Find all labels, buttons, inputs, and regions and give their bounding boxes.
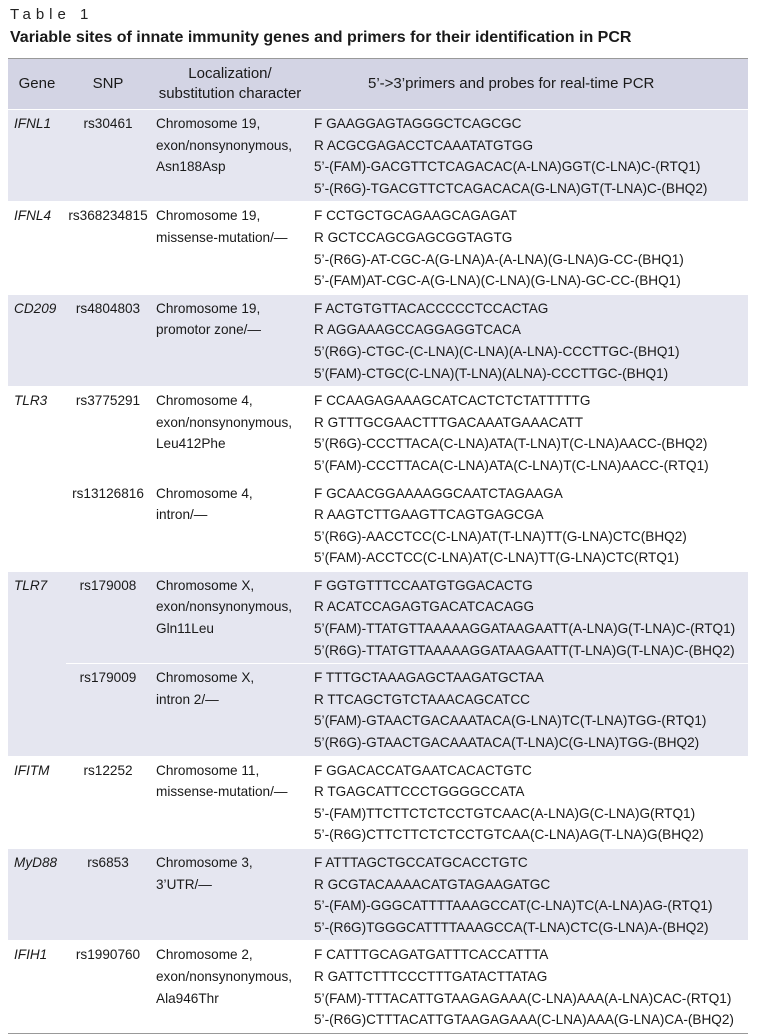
- primers-cell: [310, 479, 748, 571]
- localization-line: Chromosome 3,: [156, 855, 253, 870]
- localization-line: Chromosome 19,: [156, 116, 261, 131]
- primer-line: R TGAGCATTCCCTGGGGCCATA: [314, 784, 525, 800]
- snp-cell: rs6853: [66, 849, 150, 941]
- primers-cell: [310, 664, 748, 756]
- localization-cell: [150, 387, 310, 479]
- gene-cell: TLR7: [8, 571, 66, 756]
- localization-line: Chromosome 4,: [156, 485, 253, 501]
- table-row: [8, 664, 748, 756]
- snp-cell: rs12252: [66, 756, 150, 848]
- localization-line: exon/nonsynonymous,: [156, 968, 293, 984]
- localization-line: Asn188Asp: [156, 159, 226, 175]
- snp-cell: rs1990760: [66, 941, 150, 1033]
- snp-cell: rs179008: [66, 571, 150, 663]
- gene-cell: IFNL4: [8, 202, 66, 294]
- header-primers: 5’->3’primers and probes for real-time PCR: [310, 59, 748, 110]
- primer-line: R GCGTACAAAACATGTAGAAGATGC: [314, 876, 551, 892]
- localization-line: Chromosome 19,: [156, 208, 261, 224]
- table-row: [8, 849, 748, 941]
- localization-line: Chromosome X,: [156, 577, 255, 593]
- primer-line: F CCTGCTGCAGAAGCAGAGAT: [314, 208, 517, 224]
- primer-line: 5’(FAM)-TTTACATTGTAAGAGAAA(C-LNA)AAA(A-LNA)CAC-(RTQ1): [314, 990, 732, 1006]
- primer-line: F GGTGTTTCCAATGTGGACACTG: [314, 577, 533, 593]
- primers-cell: [310, 849, 748, 941]
- primer-line: F GCAACGGAAAAGGCAATCTAGAAGA: [314, 485, 563, 501]
- table-container: [8, 58, 748, 1034]
- primer-line: F ATTTAGCTGCCATGCACCTGTC: [314, 855, 528, 870]
- table-row: [8, 110, 748, 202]
- primer-line: 5’(FAM)-TTATGTTAAAAAGGATAAGAATT(A-LNA)G(T-LNA)C-(RTQ1): [314, 621, 736, 637]
- primer-line: 5’(R6G)-GTAACTGACAAATACA(T-LNA)C(G-LNA)TGG-(BHQ2): [314, 735, 700, 751]
- localization-line: Gln11Leu: [156, 621, 214, 637]
- primers-cell: [310, 294, 748, 386]
- localization-cell: [150, 756, 310, 848]
- primer-line: R ACGCGAGACCTCAAATATGTGG: [314, 137, 534, 153]
- localization-line: exon/nonsynonymous,: [156, 599, 293, 615]
- localization-cell: [150, 110, 310, 202]
- primer-line: R AGGAAAGCCAGGAGGTCACA: [314, 322, 521, 338]
- primer-line: 5’(R6G)-CTGC-(C-LNA)(C-LNA)(A-LNA)-CCCTTGC-(BHQ1): [314, 343, 680, 359]
- table-label: Table 1: [10, 6, 94, 23]
- localization-line: intron 2/—: [156, 691, 219, 707]
- header-gene: Gene: [8, 59, 66, 110]
- localization-line: Chromosome 11,: [156, 762, 260, 778]
- localization-line: Leu412Phe: [156, 436, 226, 452]
- primers-cell: [310, 110, 748, 202]
- gene-cell: IFNL1: [8, 110, 66, 202]
- localization-cell: [150, 571, 310, 663]
- localization-cell: [150, 294, 310, 386]
- primer-line: 5’(R6G)-CCCTTACA(C-LNA)ATA(T-LNA)T(C-LNA)AACC-(BHQ2): [314, 436, 708, 452]
- localization-line: Chromosome 2,: [156, 947, 253, 963]
- primer-line: 5’(FAM)-CTGC(C-LNA)(T-LNA)(ALNA)-CCCTTGC-(BHQ1): [314, 365, 669, 381]
- primer-line: 5’(R6G)-TTATGTTAAAAAGGATAAGAATT(T-LNA)G(T-LNA)C-(BHQ2): [314, 642, 735, 658]
- localization-cell: [150, 202, 310, 294]
- primer-line: 5’-(R6G)TGGGCATTTTAAAGCCA(T-LNA)CTC(G-LNA)A-(BHQ2): [314, 919, 709, 935]
- localization-line: Chromosome 4,: [156, 393, 253, 409]
- primer-line: R GATTCTTTCCCTTTGATACTTATAG: [314, 968, 548, 984]
- header-localization-line2: substitution character: [158, 85, 302, 102]
- primer-line: R GCTCCAGCGAGCGGTAGTG: [314, 229, 513, 245]
- primers-cell: [310, 387, 748, 479]
- localization-line: exon/nonsynonymous,: [156, 137, 293, 153]
- primer-line: 5’-(R6G)CTTTACATTGTAAGAGAAA(C-LNA)AAA(G-LNA)CA-(BHQ2): [314, 1012, 734, 1028]
- localization-line: intron/—: [156, 507, 208, 523]
- gene-cell: TLR3: [8, 387, 66, 572]
- localization-cell: [150, 479, 310, 571]
- primers-table: [8, 59, 748, 1033]
- primer-line: F TTTGCTAAAGAGCTAAGATGCTAA: [314, 670, 544, 686]
- table-row: [8, 941, 748, 1033]
- gene-cell: MyD88: [8, 849, 66, 941]
- primer-line: R GTTTGCGAACTTTGACAAATGAAACATT: [314, 414, 584, 430]
- primers-cell: [310, 941, 748, 1033]
- table-row: [8, 571, 748, 663]
- snp-cell: rs13126816: [66, 479, 150, 571]
- localization-line: Chromosome 19,: [156, 300, 261, 316]
- primer-line: F GGACACCATGAATCACACTGTC: [314, 762, 532, 778]
- primers-cell: [310, 756, 748, 848]
- primer-line: 5’-(FAM)AT-CGC-A(G-LNA)(C-LNA)(G-LNA)-GC-CC-(BHQ1): [314, 273, 681, 289]
- table-row: [8, 756, 748, 848]
- primer-line: 5’(FAM)-ACCTCC(C-LNA)AT(C-LNA)TT(G-LNA)CTC(RTQ1): [314, 550, 679, 566]
- primer-line: 5’-(R6G)-AT-CGC-A(G-LNA)A-(A-LNA)(G-LNA)G-CC-(BHQ1): [314, 251, 684, 267]
- table-row: [8, 202, 748, 294]
- primer-line: 5’-(R6G)-TGACGTTCTCAGACACA(G-LNA)GT(T-LNA)C-(BHQ2): [314, 180, 708, 196]
- primer-line: 5’(FAM)-CCCTTACA(C-LNA)ATA(C-LNA)T(C-LNA)AACC-(RTQ1): [314, 457, 709, 473]
- localization-line: missense-mutation/—: [156, 784, 288, 800]
- gene-cell: IFIH1: [8, 941, 66, 1033]
- snp-cell: rs4804803: [66, 294, 150, 386]
- snp-cell: rs368234815: [66, 202, 150, 294]
- localization-line: Chromosome X,: [156, 670, 255, 686]
- localization-line: missense-mutation/—: [156, 229, 288, 245]
- snp-cell: rs3775291: [66, 387, 150, 479]
- snp-cell: rs30461: [66, 110, 150, 202]
- primer-line: 5’(R6G)-AACCTCC(C-LNA)AT(T-LNA)TT(G-LNA)CTC(BHQ2): [314, 528, 687, 544]
- table-header-row: [8, 59, 748, 110]
- primer-line: 5’-(FAM)-GGGCATTTTAAAGCCAT(C-LNA)TC(A-LNA)AG-(RTQ1): [314, 898, 713, 914]
- primer-line: R AAGTCTTGAAGTTCAGTGAGCGA: [314, 507, 544, 523]
- primer-line: R ACATCCAGAGTGACATCACAGG: [314, 599, 535, 615]
- primer-line: F CATTTGCAGATGATTTCACCATTTA: [314, 947, 549, 963]
- primer-line: 5’(FAM)-GTAACTGACAAATACA(G-LNA)TC(T-LNA)TGG-(RTQ1): [314, 713, 707, 729]
- gene-cell: IFITM: [8, 756, 66, 848]
- localization-cell: [150, 849, 310, 941]
- localization-cell: [150, 664, 310, 756]
- header-localization-line1: Localization/: [188, 65, 272, 82]
- table-row: [8, 479, 748, 571]
- primer-line: F ACTGTGTTACACCCCCTCCACTAG: [314, 300, 549, 316]
- primer-line: R TTCAGCTGTCTAAACAGCATCC: [314, 691, 530, 707]
- primer-line: F CCAAGAGAAAGCATCACTCTCTATTTTTG: [314, 393, 591, 409]
- table-row: [8, 387, 748, 479]
- primer-line: 5’-(R6G)CTTCTTCTCTCCTGTCAA(C-LNA)AG(T-LNA)G(BHQ2): [314, 827, 704, 843]
- primers-cell: [310, 202, 748, 294]
- gene-cell: CD209: [8, 294, 66, 386]
- primer-line: 5’-(FAM)TTCTTCTCTCCTGTCAAC(A-LNA)G(C-LNA)G(RTQ1): [314, 805, 696, 821]
- localization-cell: [150, 941, 310, 1033]
- primer-line: 5’-(FAM)-GACGTTCTCAGACAC(A-LNA)GGT(C-LNA)C-(RTQ1): [314, 159, 701, 175]
- localization-line: 3’UTR/—: [156, 876, 212, 892]
- table-title: Variable sites of innate immunity genes and primers for their identification in PCR: [10, 29, 632, 46]
- primer-line: F GAAGGAGTAGGGCTCAGCGC: [314, 116, 522, 131]
- localization-line: exon/nonsynonymous,: [156, 414, 293, 430]
- primers-cell: [310, 571, 748, 663]
- localization-line: Ala946Thr: [156, 990, 219, 1006]
- snp-cell: rs179009: [66, 664, 150, 756]
- table-body: [8, 110, 748, 1033]
- header-localization: [150, 59, 310, 110]
- table-row: [8, 294, 748, 386]
- localization-line: promotor zone/—: [156, 322, 262, 338]
- header-snp: SNP: [66, 59, 150, 110]
